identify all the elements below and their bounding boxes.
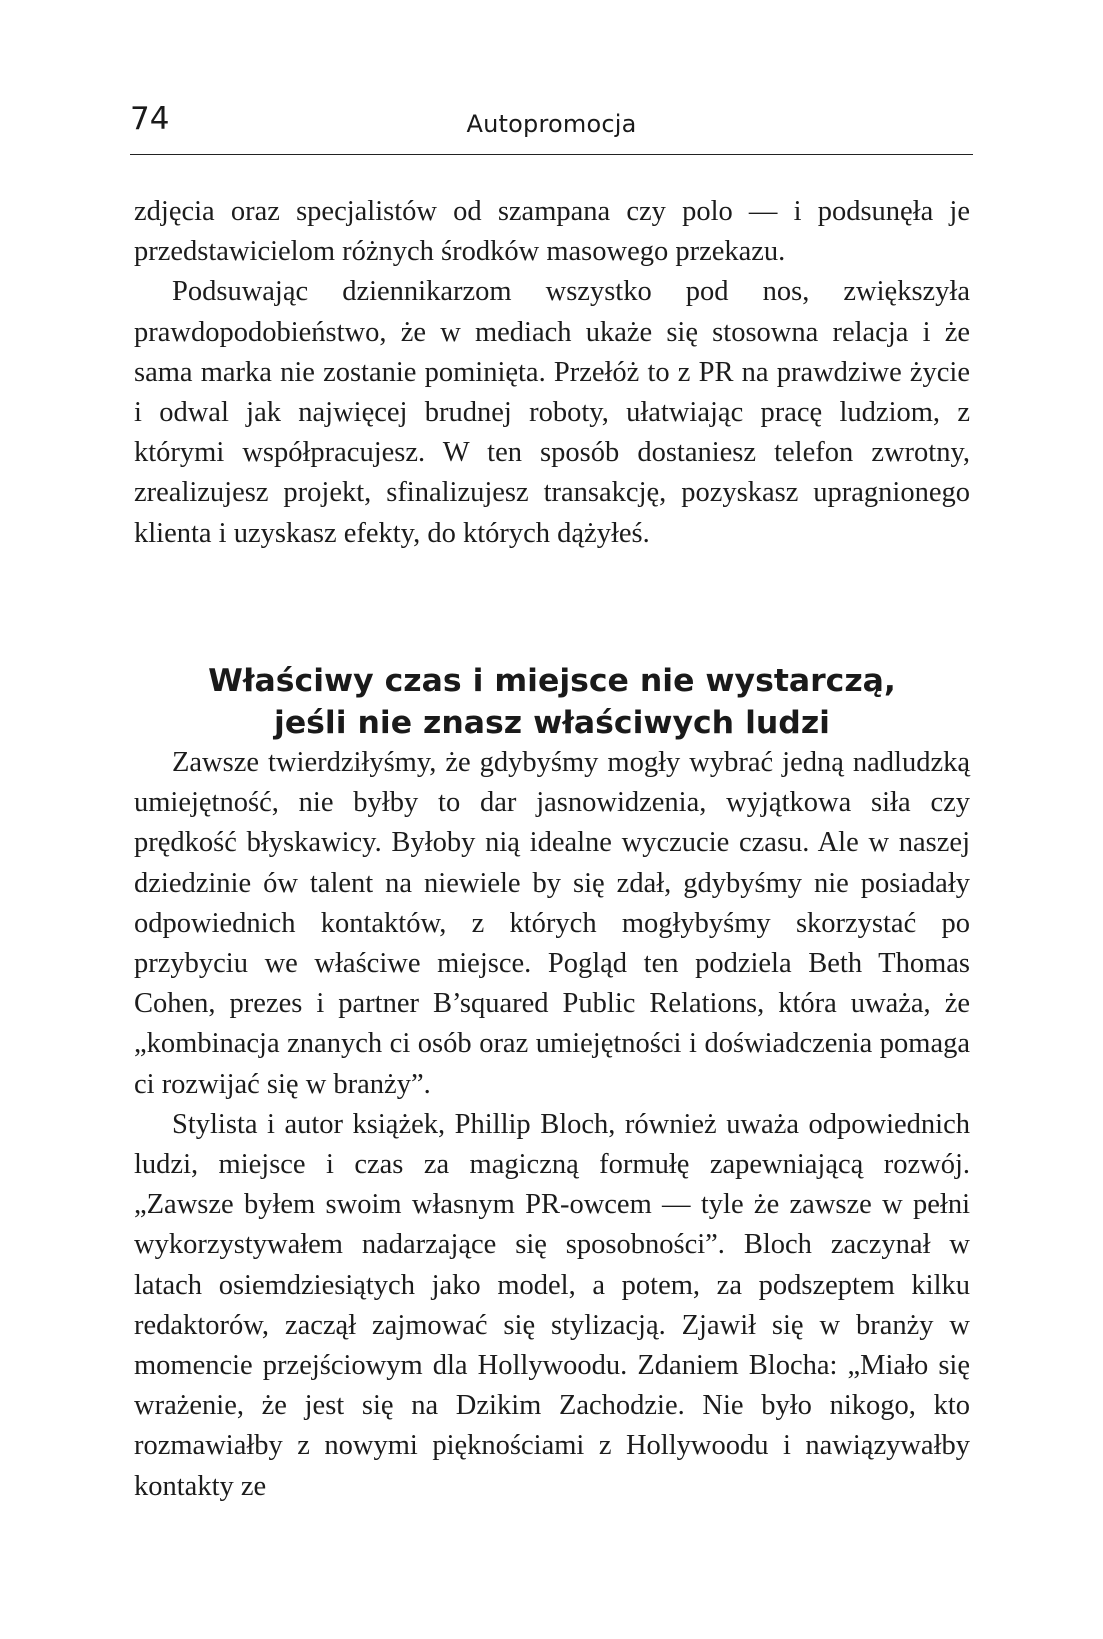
- text-block-bottom: [134, 743, 970, 1507]
- paragraph: Zawsze twierdziłyśmy, że gdybyśmy mogły wybrać jedną nadludzką umiejętność, nie byłby to dar jasnowidzenia, wyjątkowa siła czy prędkość błyskawicy. Byłoby nią idealne wyczucie czasu. Ale w naszej dziedzinie ów talent na niewiele by się zdał, gdybyśmy nie posiadały odpowiednich kontaktów, z których mogłybyśmy skorzystać po przybyciu we właściwe miejsce. Pogląd ten podziela Beth Thomas Cohen, prezes i partner B’squared Public Relations, która uważa, że „kombinacja znanych ci osób oraz umiejętności i doświadczenia pomaga ci rozwijać się w branży”.: [134, 747, 970, 1100]
- paragraph: Stylista i autor książek, Phillip Bloch, również uważa odpowiednich ludzi, miejsce i czas za magiczną formułę zapewniającą rozwój. „Zawsze byłem swoim własnym PR-owcem — tyle że zawsze w pełni wykorzystywałem nadarzające się sposobności”. Bloch zaczynał w latach osiemdziesiątych jako model, a potem, za podszeptem kilku redaktorów, zaczął zajmować się stylizacją. Zjawił się w branży w momencie przejściowym dla Hollywoodu. Zdaniem Blocha: „Miało się wrażenie, że jest się na Dzikim Zachodzie. Nie było nikogo, kto rozmawiałby z nowymi pięknościami z Hollywoodu i nawiązywałby kontakty ze: [134, 1108, 970, 1502]
- paragraph-continued: zdjęcia oraz specjalistów od szampana czy polo — i podsunęła je przedstawicielom różnych środków masowego przekazu.: [134, 196, 970, 268]
- running-title: Autopromocja: [466, 110, 637, 138]
- section-heading-line: jeśli nie znasz właściwych ludzi: [274, 705, 830, 742]
- page-number: 74: [130, 101, 170, 137]
- running-head: [130, 100, 973, 150]
- text-block-top: [134, 192, 970, 554]
- paragraph: Podsuwając dziennikarzom wszystko pod nos, zwiększyła prawdopodobieństwo, że w mediach ukaże się stosowna relacja i że sama marka nie zostanie pominięta. Przełóż to z PR na prawdziwe życie i odwal jak najwięcej brudnej roboty, ułatwiając pracę ludziom, z którymi współpracujesz. W ten sposób dostaniesz telefon zwrotny, zrealizujesz projekt, sfinalizujesz transakcję, pozyskasz upragnionego klienta i uzyskasz efekty, do których dążyłeś.: [134, 276, 970, 549]
- section-heading: [134, 660, 970, 744]
- header-rule: [130, 154, 973, 155]
- section-heading-line: Właściwy czas i miejsce nie wystarczą,: [208, 663, 896, 700]
